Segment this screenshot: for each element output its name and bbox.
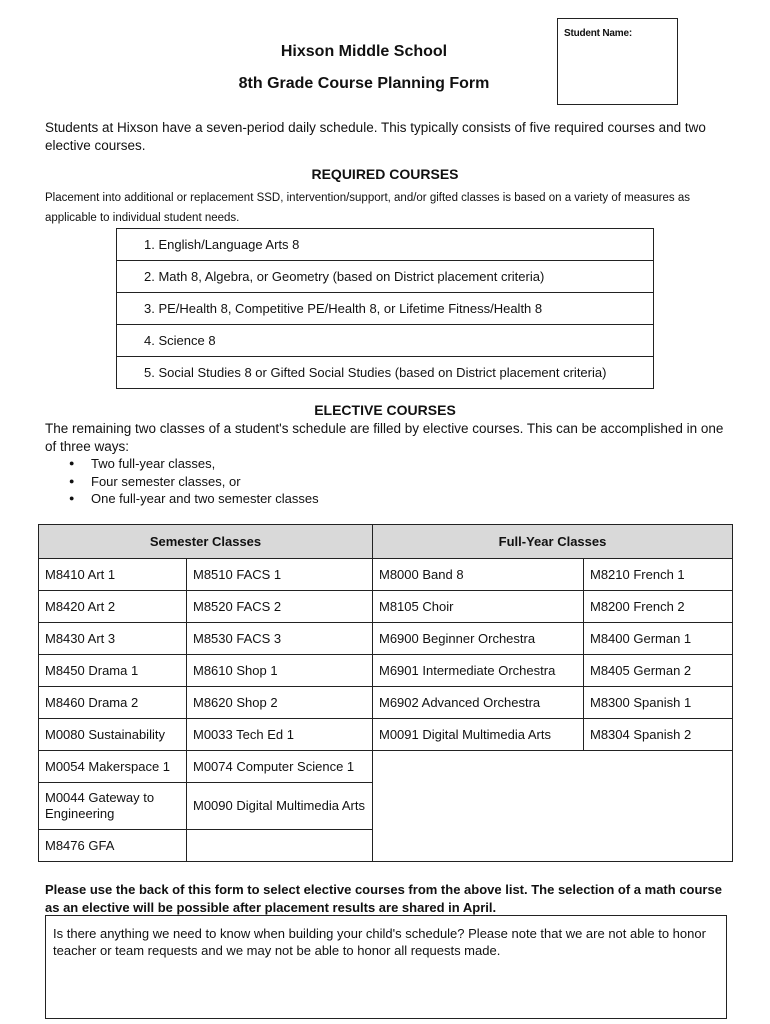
semester-classes-header: Semester Classes [39, 525, 373, 559]
required-course-row [117, 357, 654, 389]
semester-class-cell: M8420 Art 2 [39, 591, 187, 623]
fullyear-class-cell: M0091 Digital Multimedia Arts [373, 719, 584, 751]
semester-class-cell: M0054 Makerspace 1 [39, 751, 187, 783]
required-course: 3. PE/Health 8, Competitive PE/Health 8, or Lifetime Fitness/Health 8 [117, 293, 654, 325]
semester-class-cell: M8620 Shop 2 [187, 687, 373, 719]
student-name-label: Student Name: [564, 28, 632, 39]
required-course-row [117, 229, 654, 261]
required-course: 1. English/Language Arts 8 [117, 229, 654, 261]
course-row [39, 623, 733, 655]
fullyear-class-cell: M8400 German 1 [584, 623, 733, 655]
fullyear-class-cell: M8105 Choir [373, 591, 584, 623]
elective-options-list [45, 455, 645, 508]
semester-class-cell: M8510 FACS 1 [187, 559, 373, 591]
fullyear-classes-header: Full-Year Classes [373, 525, 733, 559]
elective-option: ● Four semester classes, or [45, 473, 645, 491]
fullyear-class-cell: M8405 German 2 [584, 655, 733, 687]
semester-class-cell: M8520 FACS 2 [187, 591, 373, 623]
intro-text: Students at Hixson have a seven-period daily schedule. This typically consists of five required courses and two elective courses. [45, 120, 706, 153]
semester-class-cell: M8460 Drama 2 [39, 687, 187, 719]
fullyear-class-cell: M8304 Spanish 2 [584, 719, 733, 751]
form-title: 8th Grade Course Planning Form [238, 75, 490, 92]
semester-class-cell: M0033 Tech Ed 1 [187, 719, 373, 751]
empty-fullyear-cell [373, 751, 733, 862]
required-course: 5. Social Studies 8 or Gifted Social Studies (based on District placement criteria) [117, 357, 654, 389]
required-course-row [117, 325, 654, 357]
semester-class-cell: M0090 Digital Multimedia Arts [187, 783, 373, 830]
fullyear-class-cell: M8000 Band 8 [373, 559, 584, 591]
schedule-notes-box[interactable] [45, 915, 727, 1019]
elective-courses-heading: ELECTIVE COURSES [314, 402, 456, 418]
semester-class-cell: M0044 Gateway to Engineering [39, 783, 187, 830]
required-courses-table [116, 228, 654, 389]
required-course-row [117, 261, 654, 293]
fullyear-class-cell: M8200 French 2 [584, 591, 733, 623]
fullyear-class-cell: M8300 Spanish 1 [584, 687, 733, 719]
required-course: 4. Science 8 [117, 325, 654, 357]
elective-text: The remaining two classes of a student's schedule are filled by elective courses. This can be accomplished in one of three ways: [45, 421, 724, 454]
semester-class-cell: M8450 Drama 1 [39, 655, 187, 687]
required-course: 2. Math 8, Algebra, or Geometry (based on District placement criteria) [117, 261, 654, 293]
elective-option: ● One full-year and two semester classes [45, 490, 645, 508]
course-row [39, 687, 733, 719]
semester-class-cell: M8610 Shop 1 [187, 655, 373, 687]
schedule-notes-prompt: Is there anything we need to know when building your child's schedule? Please note that we are not able to honor teacher or team requests and we may not be able to honor all requests made. [53, 926, 706, 958]
student-name-box[interactable] [557, 18, 678, 105]
fullyear-class-cell: M6901 Intermediate Orchestra [373, 655, 584, 687]
placement-note: Placement into additional or replacement SSD, intervention/support, and/or gifted classes is based on a variety of measures as applicable to individual student needs. [45, 192, 690, 224]
fullyear-class-cell: M8210 French 1 [584, 559, 733, 591]
elective-classes-table [38, 524, 733, 862]
semester-class-cell: M8530 FACS 3 [187, 623, 373, 655]
course-row [39, 655, 733, 687]
semester-class-cell: M8476 GFA [39, 830, 187, 862]
required-course-row [117, 293, 654, 325]
fullyear-class-cell: M6900 Beginner Orchestra [373, 623, 584, 655]
instruction-text: Please use the back of this form to select elective courses from the above list. The selection of a math course as an elective will be possible after placement results are shared in April. [45, 882, 722, 915]
course-row [39, 751, 733, 783]
elective-option: ● Two full-year classes, [45, 455, 645, 473]
school-name: Hixson Middle School [280, 43, 448, 60]
required-courses-heading: REQUIRED COURSES [311, 166, 459, 182]
semester-class-cell: M0080 Sustainability [39, 719, 187, 751]
semester-class-cell: M8410 Art 1 [39, 559, 187, 591]
fullyear-class-cell: M6902 Advanced Orchestra [373, 687, 584, 719]
semester-class-cell: M0074 Computer Science 1 [187, 751, 373, 783]
semester-class-cell [187, 830, 373, 862]
course-row [39, 559, 733, 591]
course-row [39, 591, 733, 623]
semester-class-cell: M8430 Art 3 [39, 623, 187, 655]
course-row [39, 719, 733, 751]
